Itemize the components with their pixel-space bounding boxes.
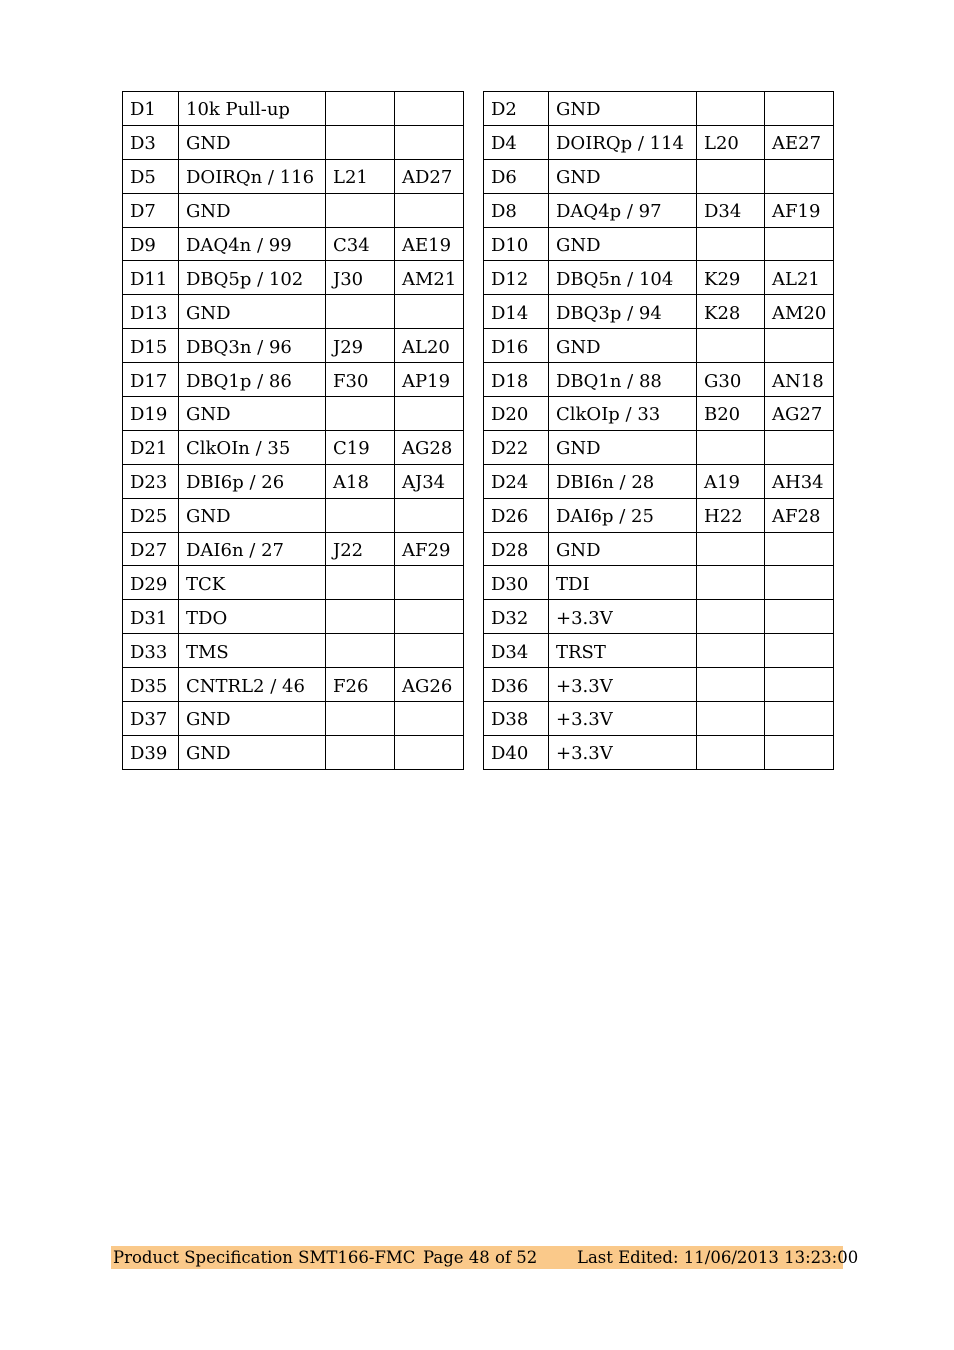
bank-pin-cell: D34 — [697, 193, 765, 227]
pin-cell: D29 — [123, 566, 179, 600]
pin-cell: D22 — [484, 430, 549, 464]
pin-cell: D21 — [123, 430, 179, 464]
bank-pin-cell: J22 — [326, 532, 395, 566]
bank-pin-cell: K28 — [697, 295, 765, 329]
table-row — [123, 464, 464, 498]
table-row — [123, 193, 464, 227]
pin-cell: D6 — [484, 159, 549, 193]
table-row — [484, 329, 834, 363]
signal-cell: DBI6n / 28 — [549, 464, 697, 498]
signal-cell: TDI — [549, 566, 697, 600]
pin-cell: D25 — [123, 498, 179, 532]
table-row — [123, 566, 464, 600]
table-row — [123, 295, 464, 329]
fpga-pin-cell: AE27 — [765, 125, 834, 159]
pin-cell: D15 — [123, 329, 179, 363]
bank-pin-cell: B20 — [697, 397, 765, 431]
table-row — [484, 92, 834, 126]
signal-cell: GND — [179, 125, 326, 159]
signal-cell: DAI6p / 25 — [549, 498, 697, 532]
table-row — [123, 735, 464, 769]
pin-cell: D16 — [484, 329, 549, 363]
table-row — [484, 193, 834, 227]
pin-cell: D23 — [123, 464, 179, 498]
pin-cell: D8 — [484, 193, 549, 227]
bank-pin-cell — [697, 92, 765, 126]
fpga-pin-cell: AG26 — [395, 668, 464, 702]
bank-pin-cell — [697, 702, 765, 736]
signal-cell: GND — [179, 295, 326, 329]
signal-cell: GND — [179, 397, 326, 431]
bank-pin-cell — [326, 397, 395, 431]
pin-table-left-body — [123, 92, 464, 770]
table-row — [123, 329, 464, 363]
table-row — [484, 566, 834, 600]
table-row — [484, 532, 834, 566]
fpga-pin-cell: AG28 — [395, 430, 464, 464]
bank-pin-cell — [697, 735, 765, 769]
fpga-pin-cell — [765, 600, 834, 634]
pin-cell: D39 — [123, 735, 179, 769]
bank-pin-cell — [326, 193, 395, 227]
signal-cell: TDO — [179, 600, 326, 634]
fpga-pin-cell — [395, 193, 464, 227]
signal-cell: DOIRQp / 114 — [549, 125, 697, 159]
table-row — [123, 363, 464, 397]
table-row — [123, 92, 464, 126]
signal-cell: GND — [179, 702, 326, 736]
bank-pin-cell — [697, 159, 765, 193]
bank-pin-cell: L21 — [326, 159, 395, 193]
bank-pin-cell — [326, 600, 395, 634]
bank-pin-cell — [326, 566, 395, 600]
fpga-pin-cell: AF28 — [765, 498, 834, 532]
table-row — [123, 261, 464, 295]
fpga-pin-cell — [765, 634, 834, 668]
fpga-pin-cell — [395, 498, 464, 532]
fpga-pin-cell: AD27 — [395, 159, 464, 193]
fpga-pin-cell — [395, 702, 464, 736]
bank-pin-cell — [697, 566, 765, 600]
pin-cell: D11 — [123, 261, 179, 295]
fpga-pin-cell — [395, 600, 464, 634]
signal-cell: ClkOIp / 33 — [549, 397, 697, 431]
signal-cell: GND — [549, 227, 697, 261]
bank-pin-cell — [697, 600, 765, 634]
table-row — [484, 125, 834, 159]
fpga-pin-cell: AN18 — [765, 363, 834, 397]
bank-pin-cell — [697, 329, 765, 363]
pin-cell: D31 — [123, 600, 179, 634]
table-row — [484, 261, 834, 295]
fpga-pin-cell — [395, 397, 464, 431]
table-row — [484, 397, 834, 431]
pin-table-left — [122, 91, 464, 770]
bank-pin-cell: L20 — [697, 125, 765, 159]
pin-cell: D19 — [123, 397, 179, 431]
fpga-pin-cell — [395, 735, 464, 769]
table-row — [123, 600, 464, 634]
page-footer — [111, 1246, 859, 1269]
bank-pin-cell — [697, 227, 765, 261]
table-row — [484, 363, 834, 397]
signal-cell: +3.3V — [549, 735, 697, 769]
pin-cell: D36 — [484, 668, 549, 702]
table-row — [123, 125, 464, 159]
bank-pin-cell: F30 — [326, 363, 395, 397]
fpga-pin-cell — [765, 668, 834, 702]
table-row — [484, 668, 834, 702]
table-row — [484, 227, 834, 261]
fpga-pin-cell — [395, 634, 464, 668]
signal-cell: DBQ1n / 88 — [549, 363, 697, 397]
fpga-pin-cell — [395, 566, 464, 600]
pin-cell: D37 — [123, 702, 179, 736]
pin-cell: D14 — [484, 295, 549, 329]
bank-pin-cell: K29 — [697, 261, 765, 295]
bank-pin-cell: F26 — [326, 668, 395, 702]
pin-cell: D9 — [123, 227, 179, 261]
pin-cell: D12 — [484, 261, 549, 295]
bank-pin-cell: H22 — [697, 498, 765, 532]
table-row — [123, 532, 464, 566]
pin-cell: D28 — [484, 532, 549, 566]
table-row — [484, 634, 834, 668]
signal-cell: GND — [549, 329, 697, 363]
signal-cell: +3.3V — [549, 702, 697, 736]
bank-pin-cell: J30 — [326, 261, 395, 295]
pin-cell: D32 — [484, 600, 549, 634]
footer-page-number: Page 48 of 52 — [423, 1248, 538, 1267]
signal-cell: DBQ3p / 94 — [549, 295, 697, 329]
bank-pin-cell: C19 — [326, 430, 395, 464]
fpga-pin-cell — [395, 92, 464, 126]
table-row — [123, 634, 464, 668]
bank-pin-cell — [697, 430, 765, 464]
signal-cell: DBQ3n / 96 — [179, 329, 326, 363]
signal-cell: ClkOIn / 35 — [179, 430, 326, 464]
table-row — [484, 735, 834, 769]
fpga-pin-cell — [395, 125, 464, 159]
table-row — [484, 430, 834, 464]
fpga-pin-cell: AJ34 — [395, 464, 464, 498]
pin-cell: D18 — [484, 363, 549, 397]
fpga-pin-cell: AL21 — [765, 261, 834, 295]
pin-cell: D38 — [484, 702, 549, 736]
signal-cell: DBQ5p / 102 — [179, 261, 326, 295]
fpga-pin-cell — [765, 566, 834, 600]
fpga-pin-cell: AH34 — [765, 464, 834, 498]
signal-cell: CNTRL2 / 46 — [179, 668, 326, 702]
bank-pin-cell: J29 — [326, 329, 395, 363]
pin-cell: D17 — [123, 363, 179, 397]
bank-pin-cell — [697, 532, 765, 566]
pin-cell: D20 — [484, 397, 549, 431]
fpga-pin-cell: AE19 — [395, 227, 464, 261]
table-row — [484, 159, 834, 193]
signal-cell: DAQ4p / 97 — [549, 193, 697, 227]
fpga-pin-cell — [765, 92, 834, 126]
table-row — [123, 397, 464, 431]
table-row — [484, 600, 834, 634]
pin-cell: D3 — [123, 125, 179, 159]
fpga-pin-cell — [765, 159, 834, 193]
fpga-pin-cell: AP19 — [395, 363, 464, 397]
pin-cell: D26 — [484, 498, 549, 532]
bank-pin-cell — [326, 498, 395, 532]
bank-pin-cell — [326, 125, 395, 159]
bank-pin-cell: A18 — [326, 464, 395, 498]
pin-cell: D40 — [484, 735, 549, 769]
signal-cell: GND — [549, 92, 697, 126]
fpga-pin-cell: AG27 — [765, 397, 834, 431]
signal-cell: GND — [179, 498, 326, 532]
table-row — [484, 498, 834, 532]
fpga-pin-cell: AF29 — [395, 532, 464, 566]
table-row — [484, 702, 834, 736]
table-row — [123, 498, 464, 532]
bank-pin-cell — [326, 634, 395, 668]
signal-cell: GND — [179, 193, 326, 227]
fpga-pin-cell — [765, 702, 834, 736]
pin-cell: D34 — [484, 634, 549, 668]
bank-pin-cell: G30 — [697, 363, 765, 397]
bank-pin-cell: A19 — [697, 464, 765, 498]
signal-cell: GND — [179, 735, 326, 769]
signal-cell: GND — [549, 159, 697, 193]
pin-cell: D1 — [123, 92, 179, 126]
pin-cell: D10 — [484, 227, 549, 261]
bank-pin-cell — [326, 735, 395, 769]
pin-cell: D30 — [484, 566, 549, 600]
fpga-pin-cell: AM21 — [395, 261, 464, 295]
bank-pin-cell — [697, 634, 765, 668]
table-row — [484, 464, 834, 498]
signal-cell: TRST — [549, 634, 697, 668]
pin-cell: D13 — [123, 295, 179, 329]
bank-pin-cell — [326, 92, 395, 126]
pin-cell: D4 — [484, 125, 549, 159]
table-row — [123, 430, 464, 464]
bank-pin-cell — [697, 668, 765, 702]
fpga-pin-cell — [765, 532, 834, 566]
signal-cell: TMS — [179, 634, 326, 668]
fpga-pin-cell — [765, 735, 834, 769]
fpga-pin-cell: AM20 — [765, 295, 834, 329]
signal-cell: GND — [549, 430, 697, 464]
fpga-pin-cell: AF19 — [765, 193, 834, 227]
pin-table-right-body — [484, 92, 834, 770]
bank-pin-cell — [326, 702, 395, 736]
table-row — [484, 295, 834, 329]
pin-table-right — [483, 91, 834, 770]
footer-document-title: Product Specification SMT166-FMC — [113, 1248, 416, 1267]
signal-cell: DOIRQn / 116 — [179, 159, 326, 193]
signal-cell: DBQ5n / 104 — [549, 261, 697, 295]
table-row — [123, 227, 464, 261]
fpga-pin-cell — [765, 227, 834, 261]
table-row — [123, 668, 464, 702]
signal-cell: DBI6p / 26 — [179, 464, 326, 498]
pin-cell: D24 — [484, 464, 549, 498]
signal-cell: 10k Pull-up — [179, 92, 326, 126]
table-row — [123, 159, 464, 193]
signal-cell: +3.3V — [549, 668, 697, 702]
table-row — [123, 702, 464, 736]
bank-pin-cell — [326, 295, 395, 329]
footer-last-edited: Last Edited: 11/06/2013 13:23:00 — [577, 1248, 859, 1267]
signal-cell: DBQ1p / 86 — [179, 363, 326, 397]
fpga-pin-cell: AL20 — [395, 329, 464, 363]
signal-cell: DAQ4n / 99 — [179, 227, 326, 261]
fpga-pin-cell — [395, 295, 464, 329]
pin-cell: D2 — [484, 92, 549, 126]
signal-cell: DAI6n / 27 — [179, 532, 326, 566]
fpga-pin-cell — [765, 430, 834, 464]
bank-pin-cell: C34 — [326, 227, 395, 261]
pin-cell: D7 — [123, 193, 179, 227]
pin-cell: D33 — [123, 634, 179, 668]
pin-cell: D35 — [123, 668, 179, 702]
fpga-pin-cell — [765, 329, 834, 363]
pin-cell: D5 — [123, 159, 179, 193]
signal-cell: +3.3V — [549, 600, 697, 634]
signal-cell: GND — [549, 532, 697, 566]
signal-cell: TCK — [179, 566, 326, 600]
pin-cell: D27 — [123, 532, 179, 566]
